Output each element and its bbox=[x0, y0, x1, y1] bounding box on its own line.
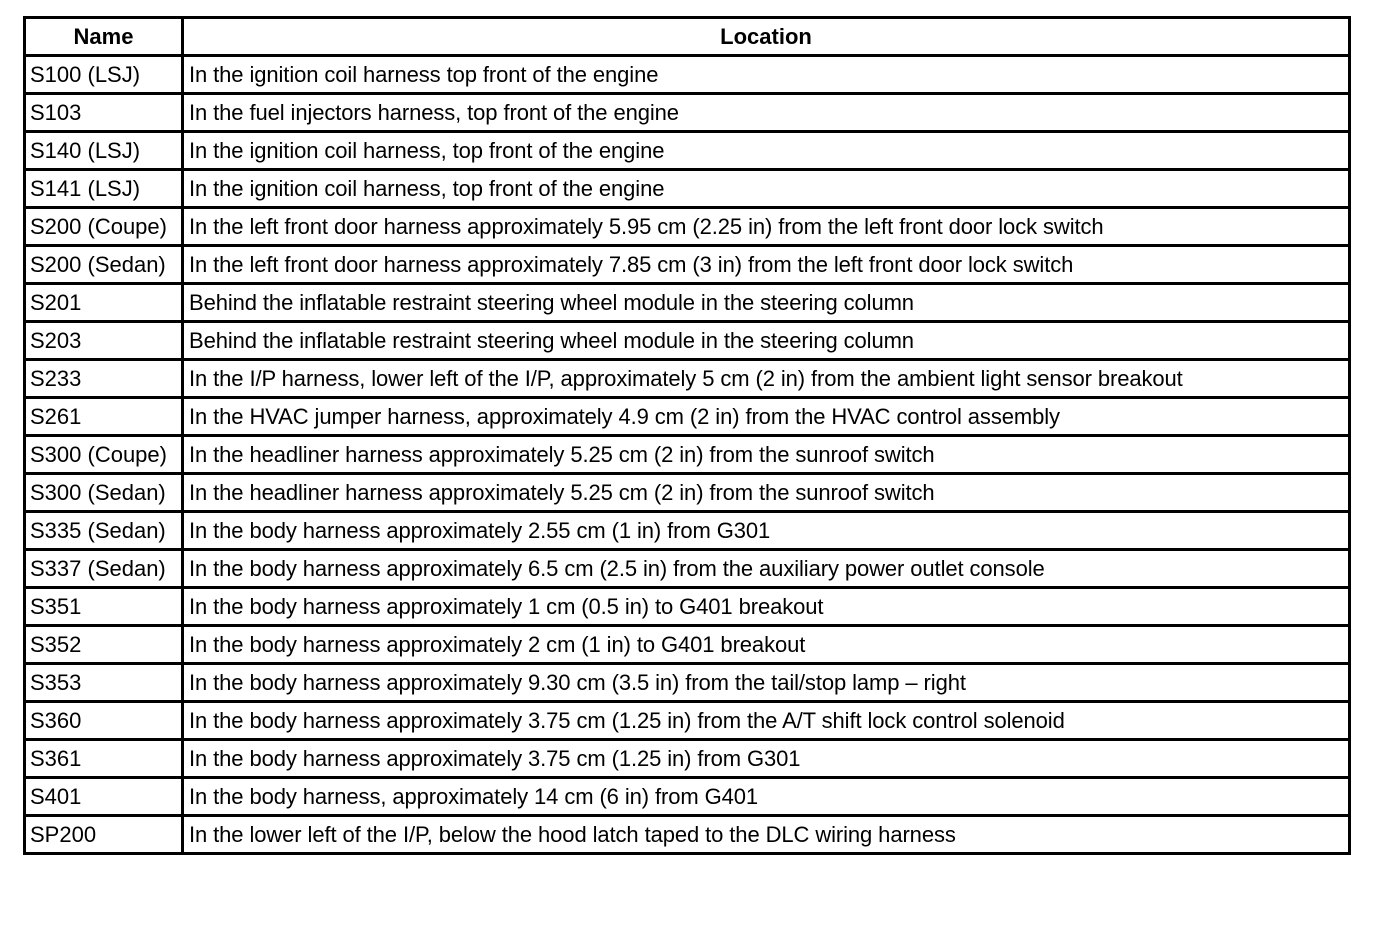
table-body bbox=[25, 56, 1350, 854]
location-column-header: Location bbox=[183, 18, 1350, 56]
splice-name-cell: S352 bbox=[25, 626, 183, 664]
table-row bbox=[25, 94, 1350, 132]
table-row bbox=[25, 322, 1350, 360]
table-row bbox=[25, 626, 1350, 664]
table-row bbox=[25, 132, 1350, 170]
splice-location-cell: In the left front door harness approximately 5.95 cm (2.25 in) from the left front door lock switch bbox=[183, 208, 1350, 246]
splice-location-cell: In the headliner harness approximately 5.25 cm (2 in) from the sunroof switch bbox=[183, 474, 1350, 512]
splice-name-cell: S201 bbox=[25, 284, 183, 322]
table-row bbox=[25, 246, 1350, 284]
splice-name-cell: S337 (Sedan) bbox=[25, 550, 183, 588]
splice-location-cell: In the body harness approximately 9.30 cm (3.5 in) from the tail/stop lamp – right bbox=[183, 664, 1350, 702]
splice-name-cell: S233 bbox=[25, 360, 183, 398]
table-header-row bbox=[25, 18, 1350, 56]
table-row bbox=[25, 474, 1350, 512]
splice-location-cell: In the lower left of the I/P, below the hood latch taped to the DLC wiring harness bbox=[183, 816, 1350, 854]
splice-location-cell: In the body harness approximately 3.75 cm (1.25 in) from the A/T shift lock control solenoid bbox=[183, 702, 1350, 740]
splice-name-cell: S353 bbox=[25, 664, 183, 702]
splice-name-cell: S203 bbox=[25, 322, 183, 360]
splice-name-cell: S261 bbox=[25, 398, 183, 436]
splice-name-cell: S351 bbox=[25, 588, 183, 626]
splice-name-cell: SP200 bbox=[25, 816, 183, 854]
table-row bbox=[25, 702, 1350, 740]
splice-location-cell: In the fuel injectors harness, top front of the engine bbox=[183, 94, 1350, 132]
splice-name-cell: S401 bbox=[25, 778, 183, 816]
table-row bbox=[25, 398, 1350, 436]
name-column-header: Name bbox=[25, 18, 183, 56]
table-row bbox=[25, 550, 1350, 588]
table-row bbox=[25, 816, 1350, 854]
splice-location-cell: In the headliner harness approximately 5.25 cm (2 in) from the sunroof switch bbox=[183, 436, 1350, 474]
table-row bbox=[25, 664, 1350, 702]
table-row bbox=[25, 170, 1350, 208]
table-row bbox=[25, 284, 1350, 322]
splice-location-cell: In the body harness approximately 2.55 cm (1 in) from G301 bbox=[183, 512, 1350, 550]
splice-location-cell: In the body harness approximately 6.5 cm (2.5 in) from the auxiliary power outlet console bbox=[183, 550, 1350, 588]
splice-location-table bbox=[23, 16, 1351, 855]
splice-name-cell: S140 (LSJ) bbox=[25, 132, 183, 170]
table-row bbox=[25, 588, 1350, 626]
splice-name-cell: S100 (LSJ) bbox=[25, 56, 183, 94]
splice-location-cell: In the ignition coil harness, top front of the engine bbox=[183, 132, 1350, 170]
splice-name-cell: S103 bbox=[25, 94, 183, 132]
splice-location-cell: In the HVAC jumper harness, approximately 4.9 cm (2 in) from the HVAC control assembly bbox=[183, 398, 1350, 436]
splice-name-cell: S200 (Coupe) bbox=[25, 208, 183, 246]
splice-name-cell: S335 (Sedan) bbox=[25, 512, 183, 550]
table-row bbox=[25, 740, 1350, 778]
splice-location-cell: In the left front door harness approximately 7.85 cm (3 in) from the left front door lock switch bbox=[183, 246, 1350, 284]
splice-name-cell: S361 bbox=[25, 740, 183, 778]
table-row bbox=[25, 778, 1350, 816]
splice-location-cell: In the body harness approximately 1 cm (0.5 in) to G401 breakout bbox=[183, 588, 1350, 626]
table-row bbox=[25, 208, 1350, 246]
splice-location-cell: In the body harness approximately 2 cm (1 in) to G401 breakout bbox=[183, 626, 1350, 664]
table-row bbox=[25, 436, 1350, 474]
splice-location-cell: Behind the inflatable restraint steering wheel module in the steering column bbox=[183, 284, 1350, 322]
splice-location-cell: In the ignition coil harness, top front of the engine bbox=[183, 170, 1350, 208]
table-row bbox=[25, 56, 1350, 94]
splice-name-cell: S300 (Coupe) bbox=[25, 436, 183, 474]
splice-location-cell: Behind the inflatable restraint steering wheel module in the steering column bbox=[183, 322, 1350, 360]
splice-name-cell: S300 (Sedan) bbox=[25, 474, 183, 512]
table-row bbox=[25, 512, 1350, 550]
splice-name-cell: S360 bbox=[25, 702, 183, 740]
splice-name-cell: S200 (Sedan) bbox=[25, 246, 183, 284]
splice-location-cell: In the ignition coil harness top front of the engine bbox=[183, 56, 1350, 94]
splice-location-cell: In the I/P harness, lower left of the I/P, approximately 5 cm (2 in) from the ambient light sensor breakout bbox=[183, 360, 1350, 398]
splice-location-cell: In the body harness, approximately 14 cm (6 in) from G401 bbox=[183, 778, 1350, 816]
table-row bbox=[25, 360, 1350, 398]
splice-name-cell: S141 (LSJ) bbox=[25, 170, 183, 208]
splice-location-cell: In the body harness approximately 3.75 cm (1.25 in) from G301 bbox=[183, 740, 1350, 778]
